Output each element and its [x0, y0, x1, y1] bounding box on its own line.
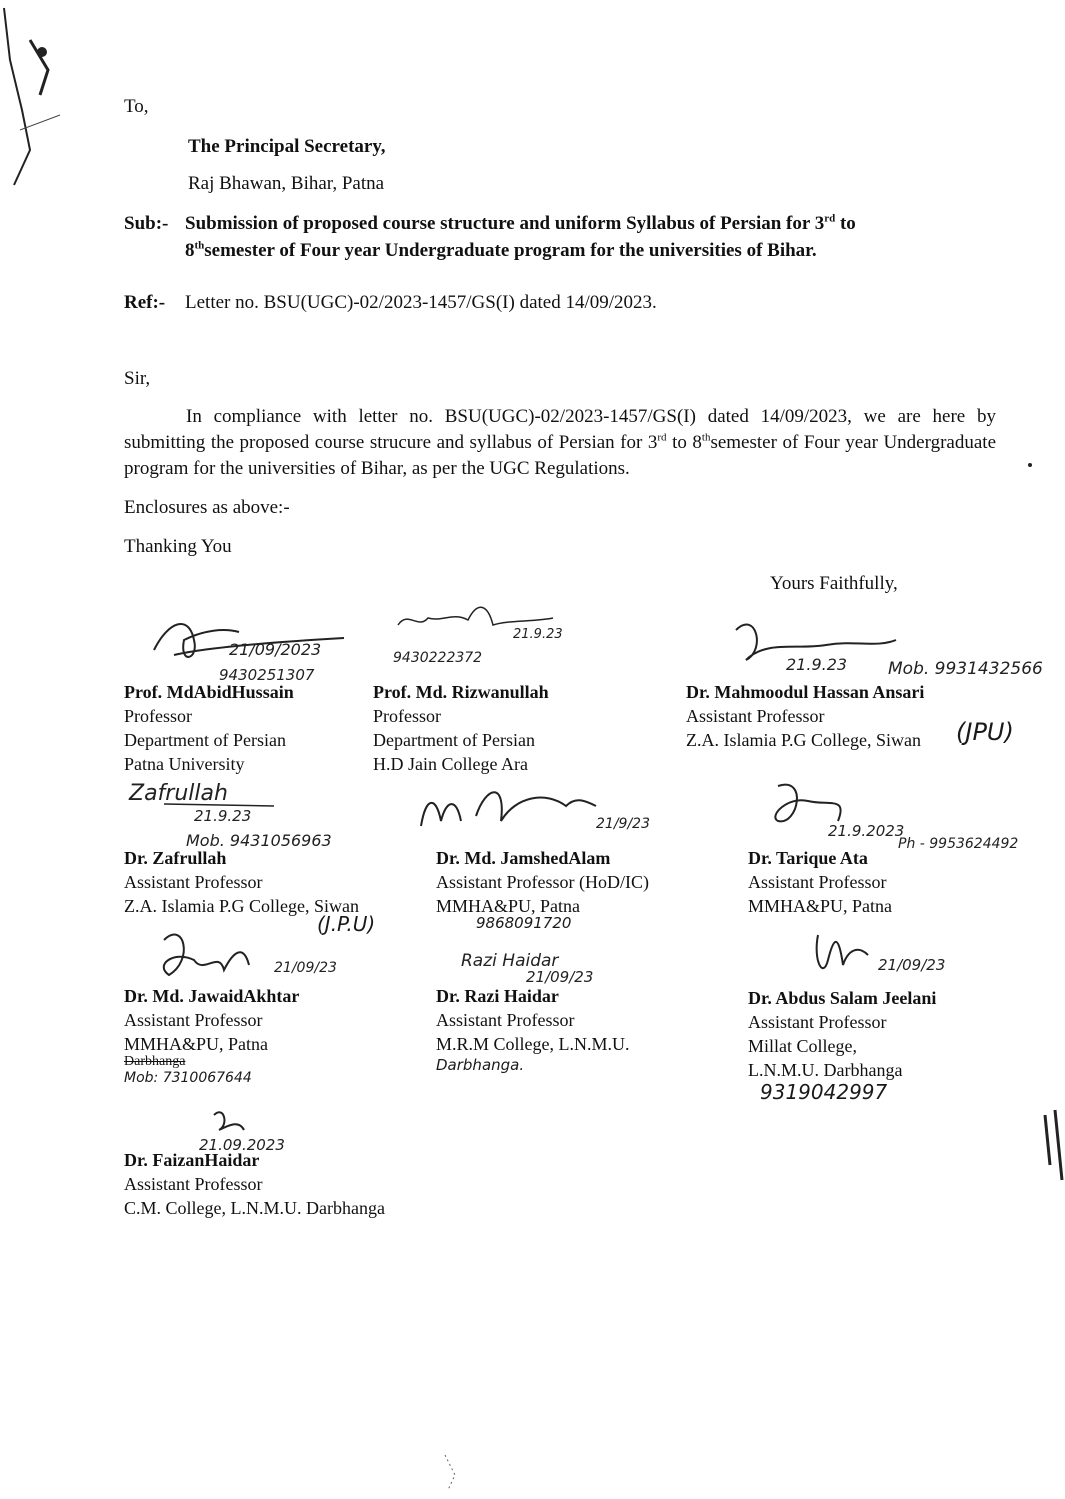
subject-line-1: Submission of proposed course structure and uniform Syllabus of Persian for 3rd to — [185, 212, 856, 234]
struck-text: Darbhanga — [124, 1054, 186, 1069]
recipient-address: Raj Bhawan, Bihar, Patna — [188, 173, 385, 194]
signatory-institution: Millat College, — [748, 1036, 857, 1056]
signatory-institution: Z.A. Islamia P.G College, Siwan — [686, 730, 921, 750]
sig-phone: 9868091720 — [476, 914, 572, 932]
signatory-name: Dr. FaizanHaidar — [124, 1150, 260, 1170]
recipient-title: The Principal Secretary, — [188, 136, 386, 157]
signatory-name: Prof. MdAbidHussain — [124, 682, 294, 702]
signatory-designation: Assistant Professor — [124, 1174, 263, 1194]
sig-phone: Mob. 9931432566 — [888, 659, 1043, 679]
signatory-designation: Assistant Professor — [748, 1012, 887, 1032]
signatory-name: Dr. Mahmoodul Hassan Ansari — [686, 682, 925, 702]
signatory-location: L.N.M.U. Darbhanga — [748, 1060, 903, 1080]
signatory-institution: MMHA&PU, Patna — [748, 896, 893, 916]
sig-phone: 9430251307 — [219, 666, 315, 684]
signatory-department: Department of Persian — [124, 730, 286, 750]
signature-graphic — [416, 776, 656, 841]
closing: Yours Faithfully, — [770, 573, 898, 594]
sig-date: 21.9.23 — [786, 655, 848, 674]
signatory-name: Dr. Tarique Ata — [748, 848, 868, 868]
signatory-institution: MMHA&PU, Patna — [436, 896, 581, 916]
ref-text: Letter no. BSU(UGC)-02/2023-1457/GS(I) dated 14/09/2023. — [185, 292, 657, 313]
signatory-name: Dr. Zafrullah — [124, 848, 227, 868]
signature-graphic — [748, 776, 1058, 852]
sig-date: 21.9.2023 — [828, 822, 905, 840]
subject-label: Sub:- — [124, 213, 169, 234]
enclosures: Enclosures as above:- — [124, 497, 290, 518]
signatory-name: Dr. Md. JamshedAlam — [436, 848, 611, 868]
signatory-institution: M.R.M College, L.N.M.U. — [436, 1034, 630, 1054]
sig-date: 21/09/23 — [878, 956, 946, 974]
sig-date: 21/09/2023 — [229, 640, 322, 659]
signatory-name: Dr. Md. JawaidAkhtar — [124, 986, 300, 1006]
ref-label: Ref:- — [124, 292, 166, 313]
signatory-institution: C.M. College, L.N.M.U. Darbhanga — [124, 1198, 385, 1218]
sig-phone: Mob. 9431056963 — [186, 831, 332, 850]
signature-graphic — [393, 600, 593, 675]
signatory-institution: Patna University — [124, 754, 245, 774]
thanking: Thanking You — [124, 536, 232, 557]
salutation: Sir, — [124, 368, 151, 389]
subject-line-2: 8thsemester of Four year Undergraduate program for the universities of Bihar. — [185, 239, 817, 261]
sig-phone: Ph - 9953624492 — [898, 836, 1019, 852]
handwritten-note: (J.P.U) — [317, 912, 376, 936]
signatory-institution: H.D Jain College Ara — [373, 754, 528, 774]
to-line: To, — [124, 96, 149, 117]
signatory-institution: Z.A. Islamia P.G College, Siwan — [124, 896, 359, 916]
body-paragraph: In compliance with letter no. BSU(UGC)-02/2023-1457/GS(I) dated 14/09/2023, we are here by submitting the proposed course strucure and syllabus of Persian for 3rd to 8thsemester of Four year Undergraduate program for the universities of Bihar, as per the UGC Regulations. — [124, 406, 997, 479]
signatory-institution: MMHA&PU, Patna — [124, 1034, 269, 1054]
signature-graphic — [788, 920, 1028, 990]
signatory-designation: Assistant Professor — [124, 872, 263, 892]
signature-graphic — [124, 920, 364, 990]
handwritten-note: (JPU) — [956, 718, 1014, 746]
signatory-name: Dr. Razi Haidar — [436, 986, 559, 1006]
sig-handwritten-name: Zafrullah — [129, 781, 228, 806]
signatory-designation: Assistant Professor — [686, 706, 825, 726]
signatory-department: Department of Persian — [373, 730, 535, 750]
sig-handwritten-name: Razi Haidar — [461, 951, 559, 971]
signatory-designation: Professor — [124, 706, 192, 726]
signature-graphic — [124, 776, 364, 850]
sig-phone: Mob: 7310067644 — [124, 1070, 252, 1086]
sig-date: 21/09/23 — [274, 960, 337, 976]
handwritten-note: Darbhanga. — [436, 1056, 525, 1074]
sig-date: 21/09/23 — [526, 968, 594, 986]
sig-phone: 9319042997 — [760, 1080, 888, 1104]
sig-date: 21.9.23 — [194, 807, 252, 825]
sig-date: 21/9/23 — [596, 816, 650, 832]
signatory-name: Dr. Abdus Salam Jeelani — [748, 988, 937, 1008]
sig-date: 21.9.23 — [513, 627, 563, 642]
sig-date: 21.09.2023 — [199, 1136, 285, 1154]
signatory-designation: Assistant Professor — [748, 872, 887, 892]
signatory-designation: Professor — [373, 706, 441, 726]
sig-phone: 9430222372 — [393, 650, 483, 666]
signature-graphic — [726, 610, 1065, 690]
signatory-name: Prof. Md. Rizwanullah — [373, 682, 549, 702]
signatory-designation: Assistant Professor (HoD/IC) — [436, 872, 649, 892]
signatory-designation: Assistant Professor — [436, 1010, 575, 1030]
signatory-designation: Assistant Professor — [124, 1010, 263, 1030]
